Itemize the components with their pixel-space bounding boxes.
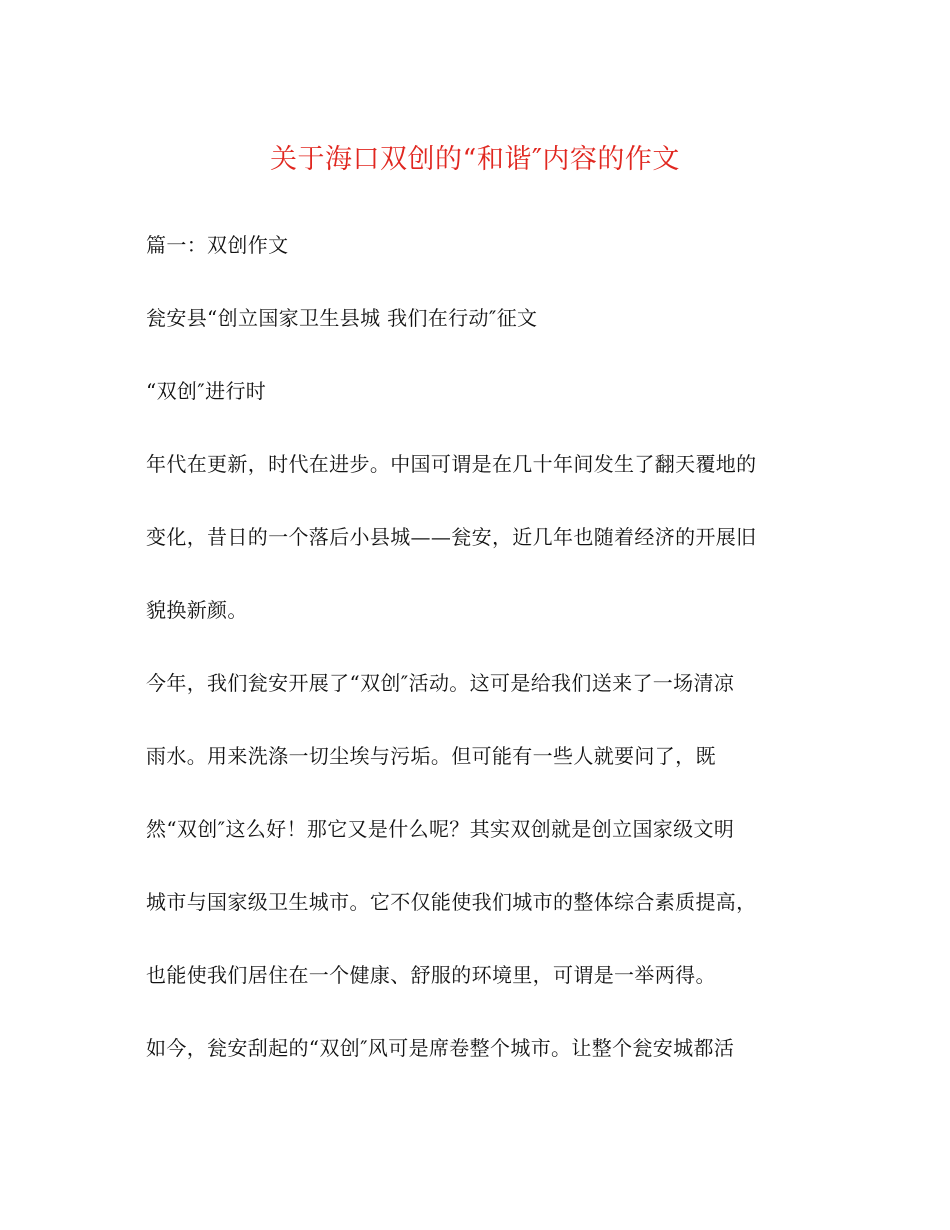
text-line: 变化，昔日的一个落后小县城——瓮安，近几年也随着经济的开展旧	[146, 525, 757, 549]
text-line: 今年，我们瓮安开展了“双创″活动。这可是给我们送来了一场清凉	[146, 671, 735, 695]
text-line: 年代在更新，时代在进步。中国可谓是在几十年间发生了翻天覆地的	[146, 452, 757, 476]
text-line-section-heading: 篇一：双创作文	[146, 233, 289, 257]
text-line: 也能使我们居住在一个健康、舒服的环境里，可谓是一举两得。	[146, 963, 716, 987]
text-line: 雨水。用来洗涤一切尘埃与污垢。但可能有一些人就要问了，既	[146, 744, 716, 768]
document-title: 关于海口双创的“和谐″内容的作文	[270, 144, 680, 175]
text-line: 貌换新颜。	[146, 598, 248, 622]
text-line-essay-heading: 瓮安县“创立国家卫生县城 我们在行动″征文	[146, 306, 538, 330]
text-line: 城市与国家级卫生城市。它不仅能使我们城市的整体综合素质提高，	[146, 890, 757, 914]
text-line-subtitle: “双创″进行时	[146, 379, 267, 403]
text-line: 然“双创″这么好！那它又是什么呢？其实双创就是创立国家级文明	[146, 817, 735, 841]
text-line: 如今，瓮安刮起的“双创″风可是席卷整个城市。让整个瓮安城都活	[146, 1036, 735, 1060]
